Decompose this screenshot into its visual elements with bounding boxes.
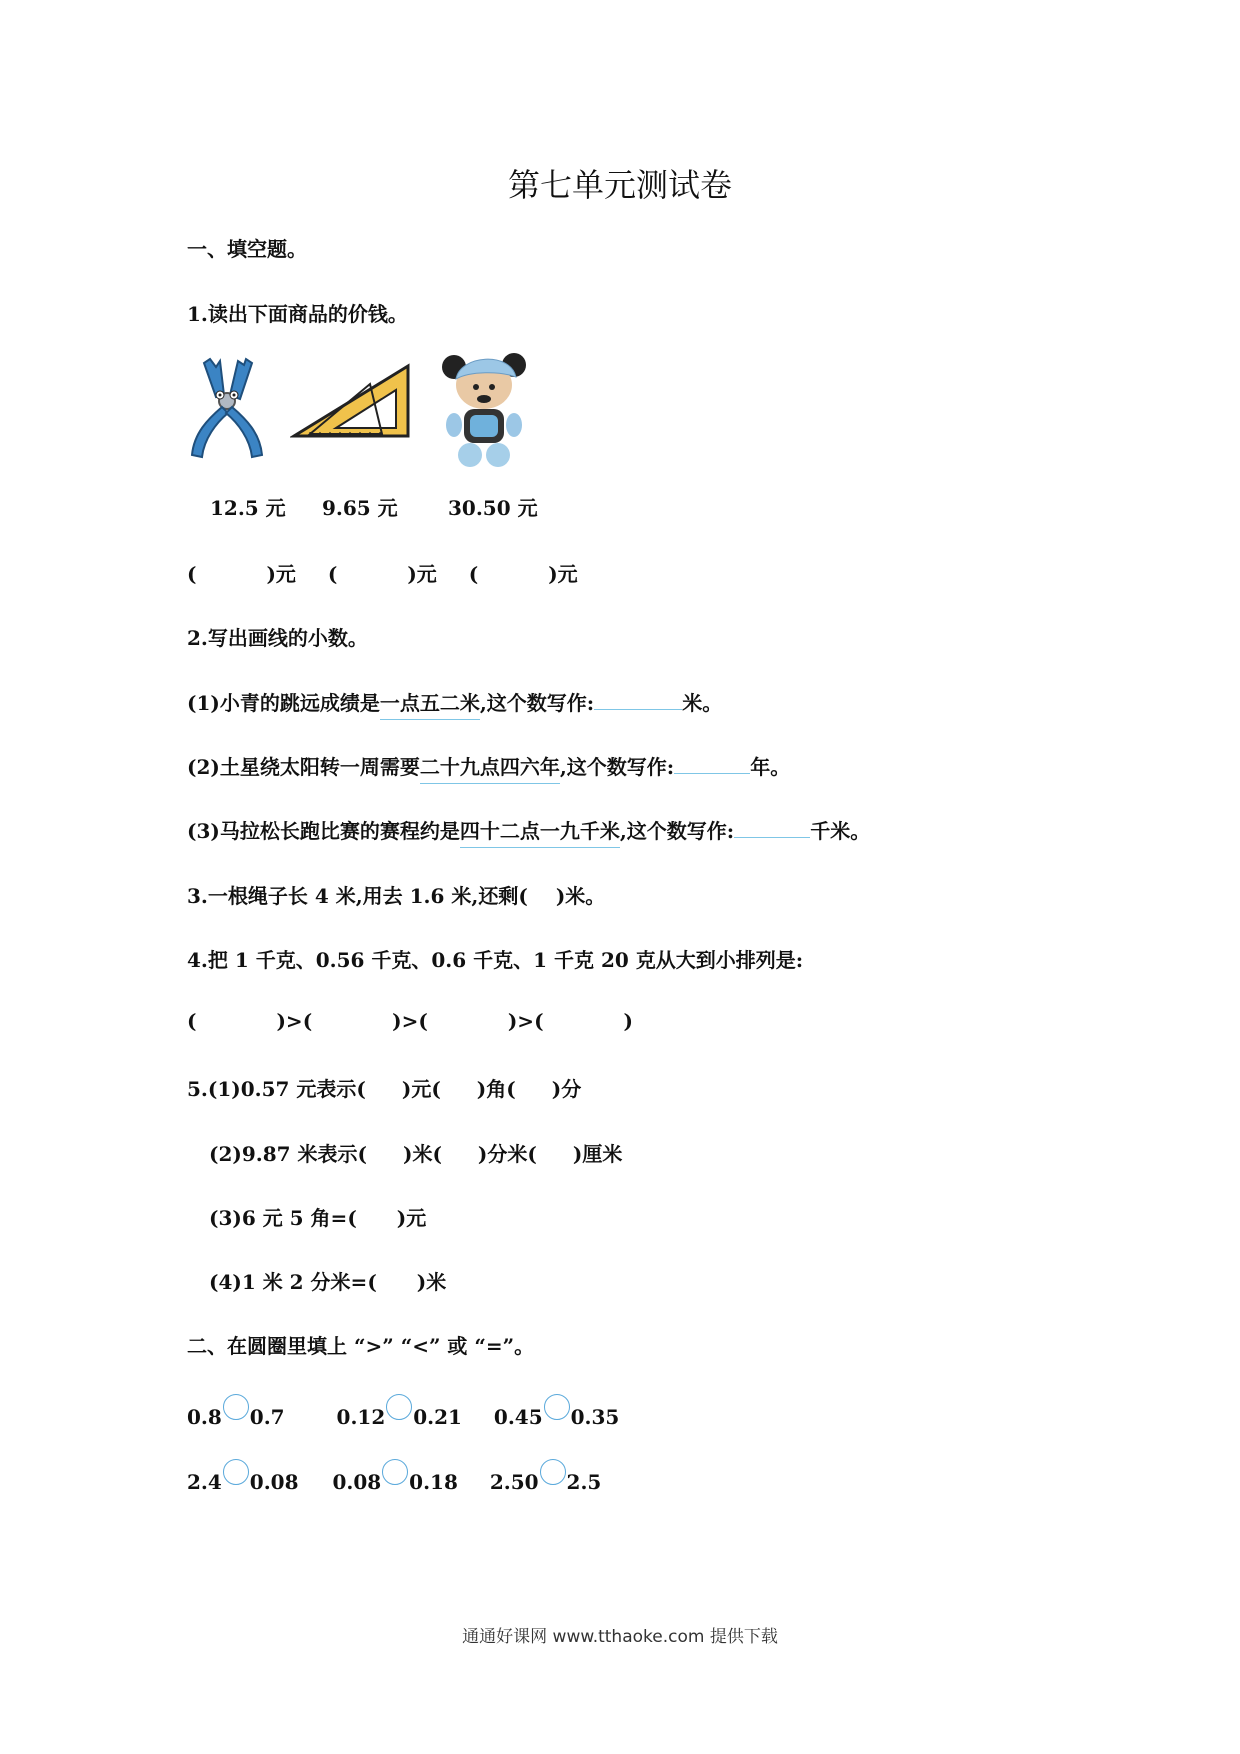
q4-answer-row: ( )>( )>( )>( ): [187, 1009, 633, 1033]
q1-answer-row: ( )元 ( )元 ( )元: [187, 562, 578, 586]
q5-part-1: 5.(1)0.57 元表示( )元( )角( )分: [187, 1077, 582, 1101]
section-2-heading: 二、在圆圈里填上 “>” “<” 或 “=”。: [187, 1334, 535, 1358]
compare-row-2: 2.4 0.08 0.08 0.18 2.50 2.5: [187, 1459, 601, 1494]
compare-circle[interactable]: [544, 1394, 570, 1420]
q2-text: 2.写出画线的小数。: [187, 626, 368, 650]
price-ruler: 9.65 元: [322, 496, 398, 520]
q2-part-3: (3)马拉松长跑比赛的赛程约是四十二点一九千米,这个数写作: 千米。: [187, 815, 870, 844]
answer-blank[interactable]: [734, 819, 810, 838]
answer-blank[interactable]: [674, 755, 750, 774]
compare-circle[interactable]: [386, 1394, 412, 1420]
q5-part-3: (3)6 元 5 角=( )元: [209, 1206, 427, 1230]
section-1-heading: 一、填空题。: [187, 237, 307, 261]
triangle-ruler-icon: [290, 362, 412, 442]
q2-part-2: (2)土星绕太阳转一周需要二十九点四六年,这个数写作: 年。: [187, 751, 790, 780]
page-title: 第七单元测试卷: [507, 166, 732, 204]
q5-part-4: (4)1 米 2 分米=( )米: [209, 1270, 447, 1294]
q2-part-1: (1)小青的跳远成绩是一点五二米,这个数写作: 米。: [187, 687, 722, 716]
q1-text: 1.读出下面商品的价钱。: [187, 302, 408, 326]
compare-row-1: 0.8 0.7 0.12 0.21 0.45 0.35: [187, 1394, 619, 1429]
footer-credit: 通通好课网 www.tthaoke.com 提供下载: [462, 1627, 778, 1647]
compare-circle[interactable]: [223, 1394, 249, 1420]
compare-circle[interactable]: [382, 1459, 408, 1485]
mickey-toy-icon: [440, 345, 526, 471]
q3-text: 3.一根绳子长 4 米,用去 1.6 米,还剩( )米。: [187, 884, 606, 908]
compare-circle[interactable]: [223, 1459, 249, 1485]
price-toy: 30.50 元: [448, 496, 538, 520]
compare-circle[interactable]: [540, 1459, 566, 1485]
pliers-icon: [186, 355, 268, 465]
answer-blank[interactable]: [594, 691, 682, 710]
price-pliers: 12.5 元: [210, 496, 286, 520]
q4-text: 4.把 1 千克、0.56 千克、0.6 千克、1 千克 20 克从大到小排列是:: [187, 948, 804, 972]
q5-part-2: (2)9.87 米表示( )米( )分米( )厘米: [209, 1142, 623, 1166]
